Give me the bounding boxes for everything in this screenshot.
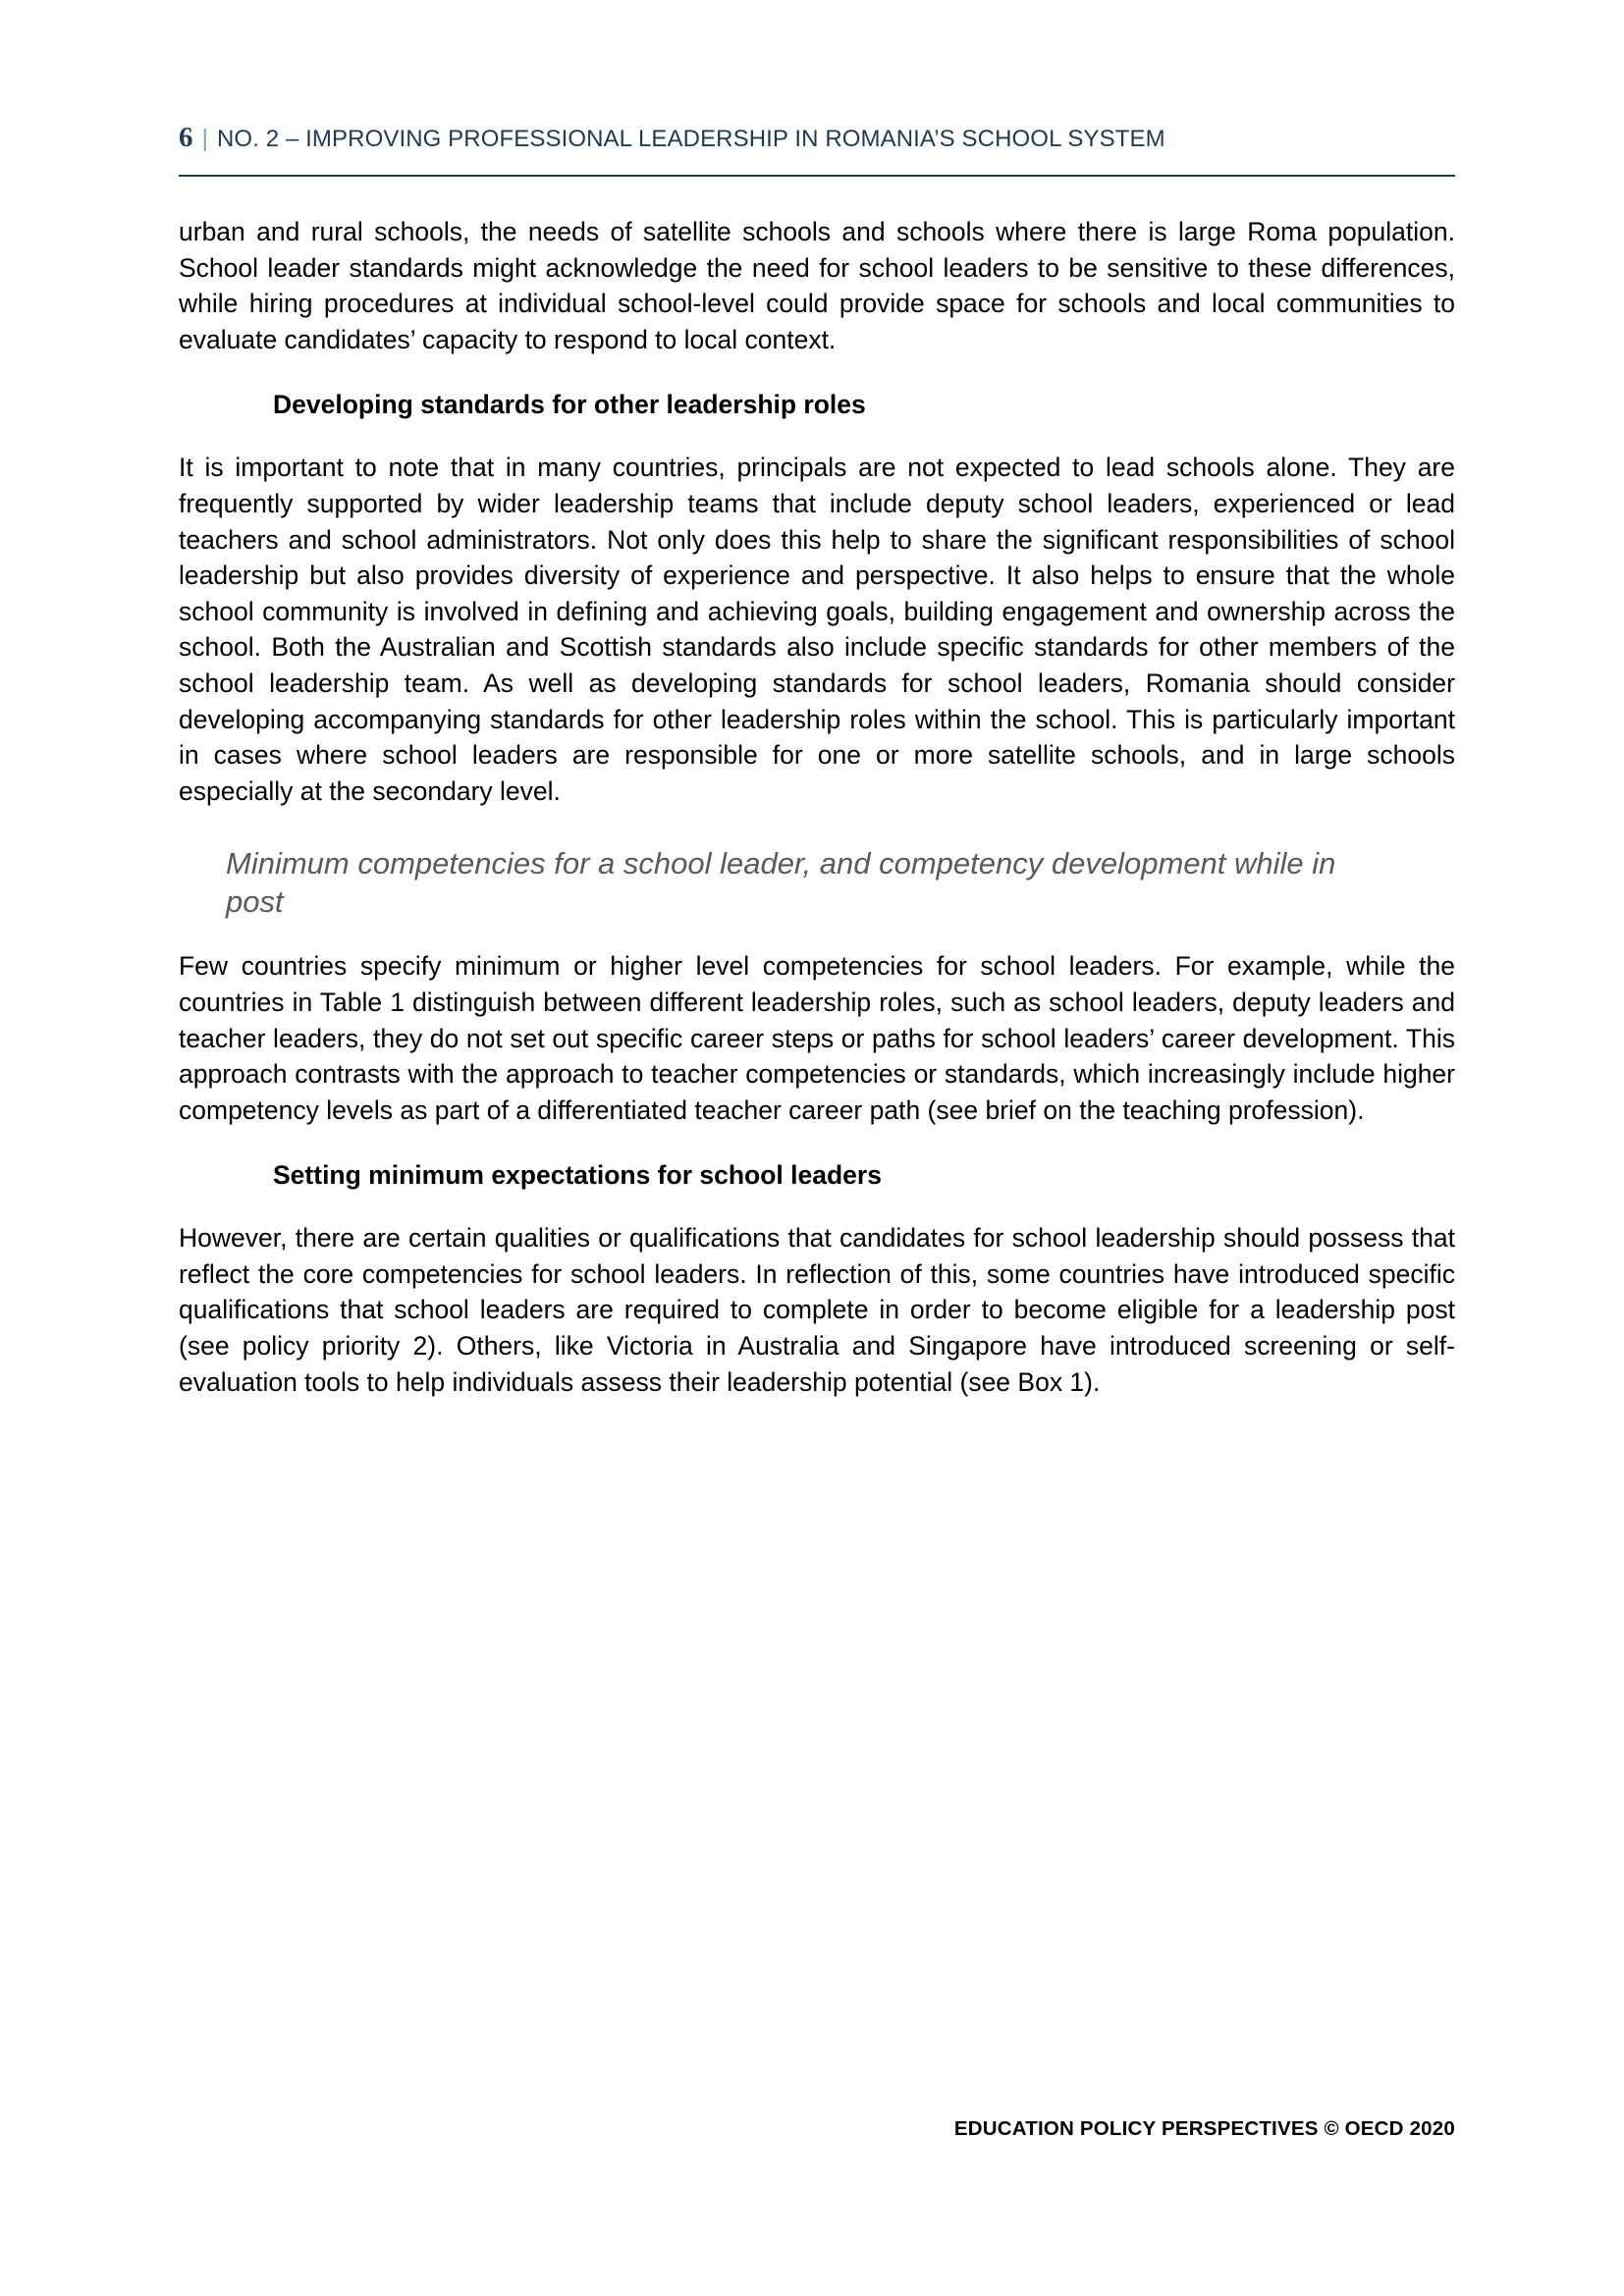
paragraph-competencies: Few countries specify minimum or higher level competencies for school leaders. For example, while the countries in Table 1 distinguish between different leadership roles, such as school leaders, deputy leaders and teacher leaders, they do not set out specific career steps or paths for school leaders’ career development. This approach contrasts with the approach to teacher competencies or standards, which increasingly include higher competency levels as part of a differentiated teacher career path (see brief on the teaching profession). xyxy=(179,951,1455,1125)
intro-paragraph: urban and rural schools, the needs of satellite schools and schools where there is large Roma population. School leader standards might acknowledge the need for school leaders to be sensitive to these differences, while hiring procedures at individual school-level could provide space for schools and local communities to evaluate candidates’ capacity to respond to local context. xyxy=(179,217,1455,354)
main-content xyxy=(179,214,1455,1400)
paragraph-leadership-teams: It is important to note that in many countries, principals are not expected to lead schools alone. They are frequently supported by wider leadership teams that include deputy school leaders, experienced or lead teachers and school administrators. Not only does this help to share the significant responsibilities of school leadership but also provides diversity of experience and perspective. It also helps to ensure that the whole school community is involved in defining and achieving goals, building engagement and ownership across the school. Both the Australian and Scottish standards also include specific standards for other members of the school leadership team. As well as developing standards for school leaders, Romania should consider developing accompanying standards for other leadership roles within the school. This is particularly important in cases where school leaders are responsible for one or more satellite schools, and in large schools especially at the secondary level. xyxy=(179,453,1455,806)
subheading-minimum-expectations: Setting minimum expectations for school leaders xyxy=(273,1160,882,1191)
section-title-minimum-competencies: Minimum competencies for a school leader, and competency development while in post xyxy=(226,846,1336,920)
header-title: NO. 2 – IMPROVING PROFESSIONAL LEADERSHIP IN ROMANIA’S SCHOOL SYSTEM xyxy=(217,126,1165,152)
subheading-other-leadership-roles: Developing standards for other leadership roles xyxy=(273,390,866,420)
running-header xyxy=(179,122,1455,177)
header-separator: | xyxy=(201,125,208,152)
paragraph-qualifications: However, there are certain qualities or qualifications that candidates for school leadership should possess that reflect the core competencies for school leaders. In reflection of this, some countries have introduced specific qualifications that school leaders are required to complete in order to become eligible for a leadership post (see policy priority 2). Others, like Victoria in Australia and Singapore have introduced screening or self-evaluation tools to help individuals assess their leadership potential (see Box 1). xyxy=(179,1223,1455,1397)
page-number: 6 xyxy=(179,122,193,153)
running-footer: EDUCATION POLICY PERSPECTIVES © OECD 2020 xyxy=(953,2117,1455,2140)
